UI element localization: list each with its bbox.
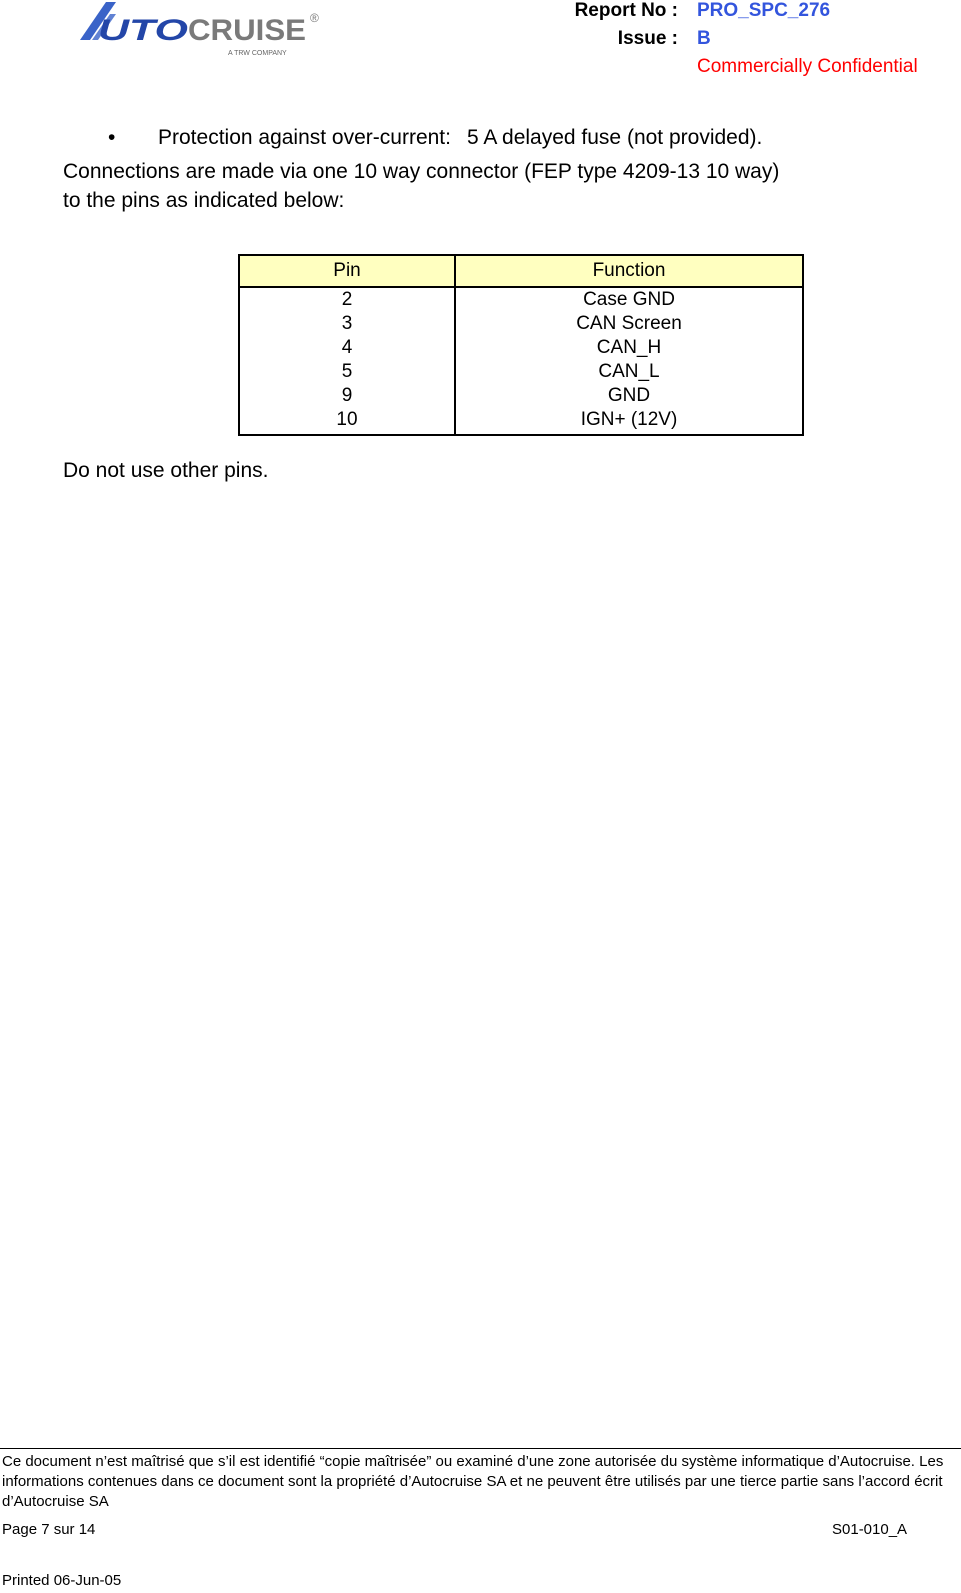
autocruise-logo <box>76 2 326 60</box>
function-cell: CAN_H <box>455 336 803 360</box>
function-cell: CAN_L <box>455 360 803 384</box>
table-row <box>239 312 803 336</box>
svg-text:®: ® <box>310 11 319 25</box>
issue-label: Issue : <box>617 28 678 49</box>
report-no-value: PRO_SPC_276 <box>697 0 831 21</box>
table-row <box>239 408 803 435</box>
form-reference: S01-010_A <box>832 1521 908 1538</box>
bullet-label: Protection against over-current: <box>158 126 451 149</box>
bullet-icon: • <box>108 126 116 149</box>
table-row <box>239 360 803 384</box>
svg-text:A TRW COMPANY: A TRW COMPANY <box>228 50 287 57</box>
function-cell: GND <box>455 384 803 408</box>
connections-paragraph-line1: Connections are made via one 10 way connector (FEP type 4209-13 10 way) <box>63 160 780 183</box>
footer-divider <box>0 1448 961 1449</box>
table-row <box>239 384 803 408</box>
connections-paragraph-line2: to the pins as indicated below: <box>63 189 345 212</box>
table-row <box>239 287 803 312</box>
over-current-bullet <box>108 126 762 150</box>
pin-column-header: Pin <box>239 255 455 287</box>
issue-value: B <box>697 28 711 49</box>
function-cell: CAN Screen <box>455 312 803 336</box>
pin-cell: 4 <box>239 336 455 360</box>
pin-cell: 2 <box>239 287 455 312</box>
table-row <box>239 336 803 360</box>
function-cell: Case GND <box>455 287 803 312</box>
bullet-value: 5 A delayed fuse (not provided). <box>466 126 763 149</box>
page-number: Page 7 sur 14 <box>2 1521 96 1538</box>
confidentiality-label: Commercially Confidential <box>697 56 918 77</box>
function-column-header: Function <box>455 255 803 287</box>
svg-text:UTO: UTO <box>98 14 188 47</box>
pin-function-table <box>238 254 804 436</box>
pin-cell: 10 <box>239 408 455 435</box>
report-no-label: Report No : <box>574 0 678 21</box>
svg-text:CRUISE: CRUISE <box>188 14 306 47</box>
pin-cell: 5 <box>239 360 455 384</box>
other-pins-note: Do not use other pins. <box>63 459 269 482</box>
table-header-row <box>239 255 803 287</box>
footer-notice: Ce document n’est maîtrisé que s’il est identifié “copie maîtrisée” ou examiné d’une zone autorisée du système informatique d’Autocruise. Les informations contenues dans ce document sont la propriété d’Autocruise SA et ne peuvent être utilisés par une tierce partie sans l’accord écrit d’Autocruise SA <box>2 1453 944 1510</box>
pin-cell: 9 <box>239 384 455 408</box>
pin-cell: 3 <box>239 312 455 336</box>
function-cell: IGN+ (12V) <box>455 408 803 435</box>
printed-date: Printed 06-Jun-05 <box>2 1572 122 1589</box>
